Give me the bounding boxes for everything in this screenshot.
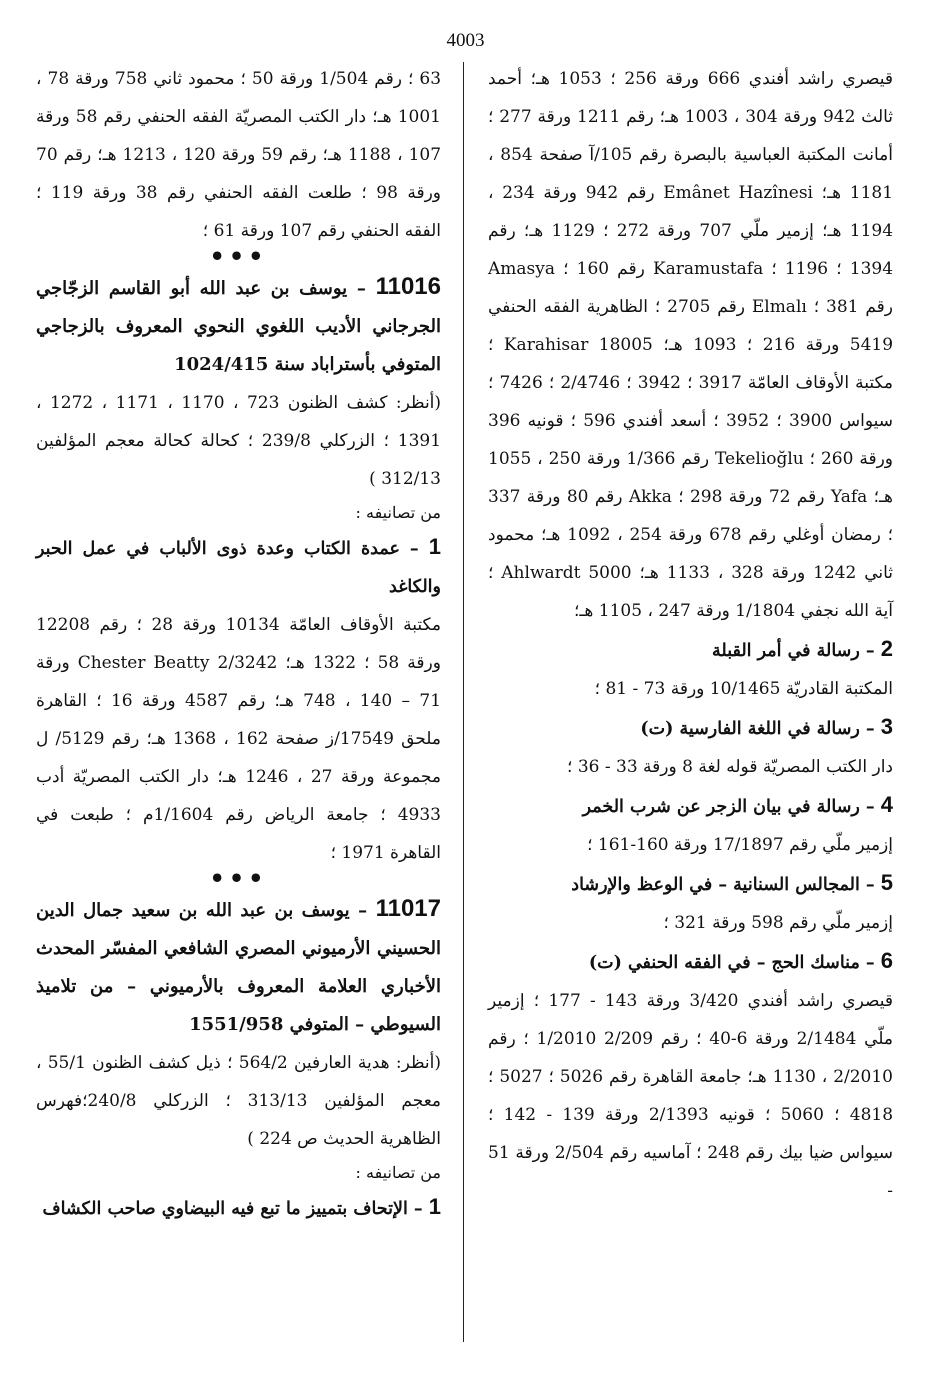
section-separator: ••• [209, 864, 268, 893]
work-manuscripts: مكتبة الأوقاف العامّة 10134 ورقة 28 ؛ رقم 12208 ورقة 58 ؛ 1322 هـ؛ Chester Beatty 2/3242 ورقة 71 – 140 ، 748 هـ؛ رقم 4587 ورقة 16 ؛ القاهرة ملحق 17549/ز صفحة 162 ، 1368 هـ؛ رقم 5129/ ل مجموعة ورقة 27 ، 1246 هـ؛ دار الكتب المصريّة أدب 4933 ؛ جامعة الرياض رقم 1/1604م ؛ طبعت في القاهرة 1971 ؛ [36, 615, 442, 863]
work-manuscripts: دار الكتب المصريّة قوله لغة 8 ورقة 33 - 36 ؛ [567, 757, 893, 777]
work-manuscripts: قيصري راشد أفندي 3/420 ورقة 143 - 177 ؛ إزمير ملّي 2/1484 ورقة 6-40 ؛ رقم 2/209 1/2010 ؛ رقم 2/2010 ، 1130 هـ؛ جامعة القاهرة رقم 5026 ؛ 5027 ؛ 4818 ؛ 5060 ؛ قونيه 2/1393 ورقة 139 - 142 ؛ سيواس ضيا بيك رقم 248 ؛ آماسيه رقم 2/504 ورقة 51 - [488, 991, 894, 1201]
works-label: من تصانيفه : [355, 503, 441, 522]
column-divider [463, 62, 464, 1342]
work-manuscripts: المكتبة القادريّة 10/1465 ورقة 73 - 81 ؛ [594, 679, 893, 699]
work-title: 5 – المجالس السنانية – في الوعظ والإرشاد [571, 870, 893, 895]
section-separator: ••• [209, 242, 268, 271]
entry-references: (أنظر: كشف الظنون 723 ، 1170 ، 1171 ، 1272 ، 1391 ؛ الزركلي 239/8 ؛ كحالة كحالة معجم المؤلفين 312/13 ) [36, 393, 442, 489]
page-number: 4003 [446, 30, 485, 51]
manuscript-list: 63 ؛ رقم 1/504 ورقة 50 ؛ محمود ثاني 758 ورقة 78 ، 1001 هـ؛ دار الكتب المصريّة الفقه الحنفي رقم 58 ورقة 107 ، 1188 هـ؛ رقم 59 ورقة 120 ، 1213 هـ؛ رقم 70 ورقة 98 ؛ طلعت الفقه الحنفي رقم 38 ورقة 119 ؛ الفقه الحنفي رقم 107 ورقة 61 ؛ [36, 69, 442, 241]
manuscript-list: قيصري راشد أفندي 666 ورقة 256 ؛ 1053 هـ؛ أحمد ثالث 942 ورقة 304 ، 1003 هـ؛ رقم 1211 ورقة 277 ؛ أمانت المكتبة العباسية بالبصرة رقم 105/آ صفحة 854 ، 1181 هـ؛ Emânet Hazînesi رقم 942 ورقة 234 ، 1194 هـ؛ إزمير ملّي 707 ورقة 272 ؛ 1129 هـ؛ رقم 1394 ؛ 1196 ؛ Karamustafa رقم 160 ؛ Amasya رقم 381 ؛ Elmalı رقم 2705 ؛ الظاهرية الفقه الحنفي 5419 ورقة 216 ؛ 1093 هـ؛ Karahisar 18005 ؛ مكتبة الأوقاف العامّة 3917 ؛ 3942 ؛ 2/4746 ؛ 7426 ؛ سيواس 3900 ؛ 3952 ؛ أسعد أفندي 596 ؛ قونيه 396 ورقة 260 ؛ Tekelioğlu رقم 1/366 ورقة 250 ، 1055 هـ؛ Yafa رقم 72 ورقة 298 ؛ Akka رقم 80 ورقة 337 ؛ رمضان أوغلي رقم 678 ورقة 254 ، 1092 هـ؛ محمود ثاني 1242 ورقة 328 ، 1133 هـ؛ Ahlwardt 5000 ؛ آية الله نجفي 1/1804 ورقة 247 ، 1105 هـ؛ [488, 69, 894, 621]
work-title: 3 – رسالة في اللغة الفارسية (ت) [640, 714, 893, 739]
entry-heading: 11017 – يوسف بن عبد الله بن سعيد جمال الدين الحسيني الأرميوني المصري الشافعي المفسّر المحدث الأخباري العلامة المعروف بالأرميوني – من تلاميذ السيوطي – المتوفي 1551/958 [36, 895, 441, 1035]
work-title: 1 – الإتحاف بتمييز ما تبع فيه البيضاوي صاحب الكشاف [42, 1194, 441, 1219]
works-label: من تصانيفه : [355, 1163, 441, 1182]
work-title: 2 – رسالة في أمر القبلة [712, 636, 893, 661]
entry-references: (أنظر: هدية العارفين 564/2 ؛ ذيل كشف الظنون 55/1 ، معجم المؤلفين 313/13 ؛ الزركلي 240/8؛فهرس الظاهرية الحديث ص 224 ) [36, 1053, 442, 1149]
work-manuscripts: إزمير ملّي رقم 598 ورقة 321 ؛ [663, 913, 893, 933]
work-title: 1 – عمدة الكتاب وعدة ذوى الألباب في عمل الحبر والكاغد [36, 534, 441, 597]
work-title: 4 – رسالة في بيان الزجر عن شرب الخمر [582, 792, 893, 817]
work-manuscripts: إزمير ملّي رقم 17/1897 ورقة 160-161 ؛ [587, 835, 893, 855]
work-title: 6 – مناسك الحج – في الفقه الحنفي (ت) [588, 948, 893, 973]
entry-heading: 11016 – يوسف بن عبد الله أبو القاسم الزجّاجي الجرجاني الأديب اللغوي النحوي المعروف بالزجاجي المتوفي بأستراباد سنة 1024/415 [36, 273, 441, 375]
right-column [488, 60, 893, 1210]
left-column [36, 60, 441, 1228]
